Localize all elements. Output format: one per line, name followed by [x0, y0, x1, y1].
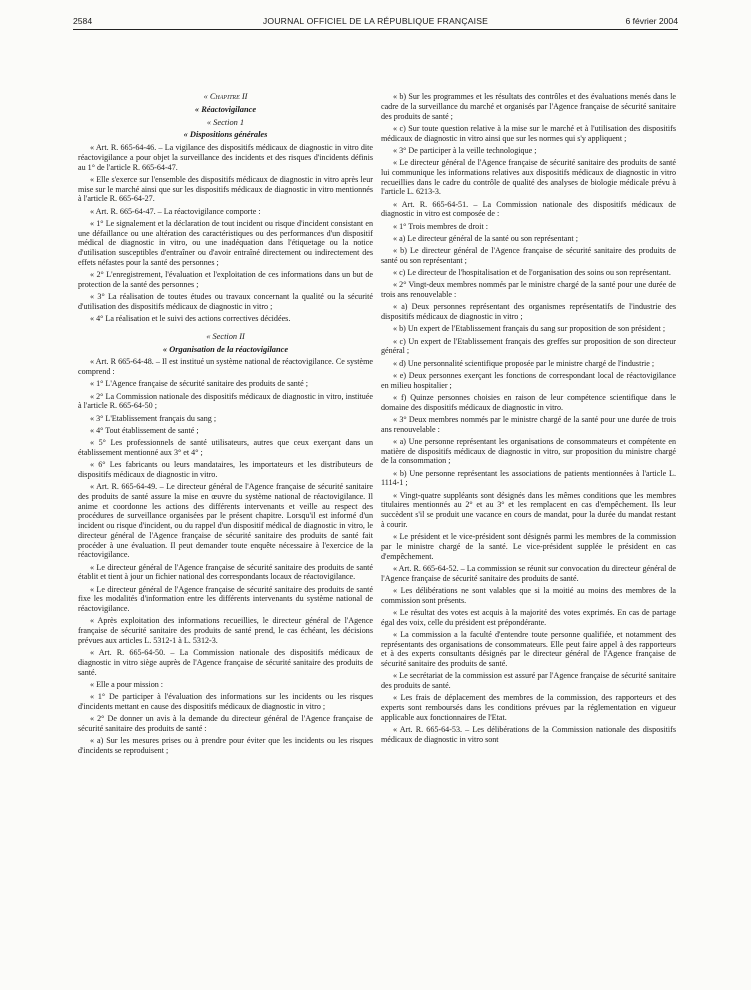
article-paragraph: « 2° L'enregistrement, l'évaluation et l'exploitation de ces informations dans un but de protection de la santé des personnes ; [78, 270, 373, 289]
section-heading [78, 130, 373, 140]
article-paragraph: « 3° Deux membres nommés par le ministre chargé de la santé pour une durée de trois ans renouvelable : [381, 414, 676, 434]
article-paragraph: « La commission a la faculté d'entendre toute personne qualifiée, et notamment des représentants des organisations de consommateurs. Elle peut faire appel à des rapporteurs et à des experts consultants désignés par le directeur général de l'Agence française de sécurité sanitaire des produits de santé. [381, 629, 676, 668]
section-heading-text: « Organisation de la réactovigilance [162, 344, 289, 354]
section-heading [78, 332, 373, 342]
article-paragraph: « a) Deux personnes représentant des organismes représentatifs de l'industrie des dispositifs médicaux de diagnostic in vitro ; [381, 302, 676, 321]
article-paragraph: « 1° L'Agence française de sécurité sanitaire des produits de santé ; [90, 379, 308, 389]
article-paragraph: « c) Le directeur de l'hospitalisation et de l'organisation des soins ou son représentant. [393, 268, 671, 277]
article-paragraph: « Art. R. 665-64-52. – La commission se réunit sur convocation du directeur général de l'Agence française de sécurité sanitaire des produits de santé. [381, 563, 676, 583]
article-paragraph: « Le directeur général de l'Agence française de sécurité sanitaire des produits de santé fixe les modalités d'information entre les différents intervenants du système national de réactovigilance. [78, 584, 373, 613]
article-paragraph: « f) Quinze personnes choisies en raison de leur compétence scientifique dans le domaine des dispositifs médicaux de diagnostic in vitro. [381, 392, 676, 412]
article-paragraph: « 1° Trois membres de droit : [393, 221, 488, 231]
article-paragraph: « 3° La réalisation de toutes études ou travaux concernant la qualité ou la sécurité d'utilisation des dispositifs médicaux de diagnostic in vitro ; [78, 292, 373, 311]
article-paragraph: « Art. R. 665-64-49. – Le directeur général de l'Agence française de sécurité sanitaire des produits de santé assure la mise en œuvre du système national de réactovigilance. Il anime et coordonne les actions des différents intervenants et veille au respect des procédures de surveillance organisées par le présent chapitre. Lorsqu'il est informé d'un incident ou risque d'incident, ou du rappel d'un dispositif médical de diagnostic in vitro, le directeur général de l'Agence française de sécurité sanitaire des produits de santé fait procéder à une évaluation. Il peut demander toute enquête nécessaire à l'exercice de la réactovigilance. [78, 482, 373, 560]
article-paragraph: « d) Une personnalité scientifique proposée par le ministre chargé de l'industrie ; [393, 358, 655, 368]
article-paragraph: « b) Sur les programmes et les résultats des contrôles et des évaluations menés dans le cadre de la surveillance du marché et organisés par l'Agence française de sécurité sanitaire des produits de santé ; [381, 92, 676, 121]
section-heading [78, 345, 373, 355]
section-heading-text: « Dispositions générales [183, 130, 268, 140]
section-heading-text: « Chapitre II [203, 92, 248, 101]
article-paragraph: « c) Sur toute question relative à la mise sur le marché et à l'utilisation des dispositifs médicaux de diagnostic in vitro ainsi que sur les normes qui s'y appliquent ; [381, 123, 676, 143]
article-paragraph: « Le secrétariat de la commission est assuré par l'Agence française de sécurité sanitaire des produits de santé. [381, 671, 676, 690]
article-paragraph: « 3° De participer à la veille technologique ; [393, 145, 537, 155]
journal-title: JOURNAL OFFICIEL DE LA RÉPUBLIQUE FRANÇAISE [262, 16, 489, 26]
article-paragraph: « Le président et le vice-président sont désignés parmi les membres de la commission par le ministre chargé de la santé. Le vice-président supplée le président en cas d'empêchement. [381, 532, 676, 561]
article-paragraph: « 2° Vingt-deux membres nommés par le ministre chargé de la santé pour une durée de trois ans renouvelable : [381, 280, 676, 299]
article-paragraph: « b) Le directeur général de l'Agence française de sécurité sanitaire des produits de santé ou son représentant ; [381, 246, 676, 265]
article-paragraph: « 1° De participer à l'évaluation des informations sur les incidents ou les risques d'incidents mettant en cause des dispositifs médicaux de diagnostic in vitro ; [78, 692, 373, 711]
section-heading-text: « Réactovigilance [194, 104, 257, 114]
article-paragraph: « Elle a pour mission : [90, 679, 164, 689]
right-text-column [381, 92, 676, 747]
article-paragraph: « 2° De donner un avis à la demande du directeur général de l'Agence française de sécurité sanitaire des produits de santé : [78, 714, 373, 733]
article-paragraph: « a) Le directeur général de la santé ou son représentant ; [393, 233, 578, 243]
section-heading [78, 92, 373, 102]
article-paragraph: « e) Deux personnes exerçant les fonctions de correspondant local de réactovigilance en milieu hospitalier ; [381, 370, 676, 390]
article-paragraph: « Art. R. 665-64-51. – La Commission nationale des dispositifs médicaux de diagnostic in vitro est composée de : [381, 199, 676, 219]
section-heading-text: « Section 1 [206, 117, 245, 127]
article-paragraph: « Art. R. 665-64-50. – La Commission nationale des dispositifs médicaux de diagnostic in vitro siège auprès de l'Agence française de sécurité sanitaire des produits de santé. [78, 648, 373, 677]
section-heading-text: « Section II [206, 331, 245, 341]
article-paragraph: « 4° Tout établissement de santé ; [90, 425, 199, 435]
article-paragraph: « b) Un expert de l'Etablissement français du sang sur proposition de son président ; [393, 324, 666, 334]
article-paragraph: « Les frais de déplacement des membres de la commission, des rapporteurs et des experts sont remboursés dans les conditions prévues par la réglementation en vigueur applicable aux fonctionnaires de l'Etat. [381, 693, 676, 722]
page-header [73, 13, 678, 30]
article-paragraph: « a) Une personne représentant les organisations de consommateurs et compétente en matière de dispositifs médicaux de diagnostic in vitro, sur proposition du ministre chargé de la consommation ; [381, 436, 676, 466]
section-heading [78, 105, 373, 115]
publication-date: 6 février 2004 [625, 16, 678, 26]
article-paragraph: « Le directeur général de l'Agence française de sécurité sanitaire des produits de santé établit et tient à jour un fichier national des correspondants locaux de réactovigilance. [78, 562, 373, 582]
article-paragraph: « a) Sur les mesures prises ou à prendre pour éviter que les incidents ou les risques d'incidents se reproduisent ; [78, 736, 373, 755]
article-paragraph: « 3° L'Etablissement français du sang ; [90, 413, 217, 423]
article-paragraph: « Art. R. 665-64-46. – La vigilance des dispositifs médicaux de diagnostic in vitro dite réactovigilance a pour objet la surveillance des incidents et des risques d'incidents définis au 1° de l'article R. 665-64-47. [78, 143, 373, 172]
article-paragraph: « Après exploitation des informations recueillies, le directeur général de l'Agence française de sécurité sanitaire des produits de santé prend, le cas échéant, les décisions prévues aux articles L. 5312-1 à L. 5312-3. [78, 616, 373, 645]
article-paragraph: « Art. R 665-64-48. – Il est institué un système national de réactovigilance. Ce système comprend : [78, 357, 373, 376]
article-paragraph: « Vingt-quatre suppléants sont désignés dans les mêmes conditions que les membres titulaires mentionnés au 2° et au 3° et les remplacent en cas d'empêchement. Ils leur succèdent s'il se produit une vacance en cours de mandat, pour la durée du mandat restant à courir. [381, 490, 676, 529]
article-paragraph: « Art. R. 665-64-47. – La réactovigilance comporte : [90, 206, 261, 216]
article-paragraph: « 5° Les professionnels de santé utilisateurs, autres que ceux exerçant dans un établissement mentionné aux 3° et 4° ; [78, 438, 373, 457]
article-paragraph: « Les délibérations ne sont valables que si la moitié au moins des membres de la commission sont présents. [381, 585, 676, 605]
article-paragraph: « b) Une personne représentant les associations de patients mentionnées à l'article L. 1114-1 ; [381, 468, 676, 488]
page-number: 2584 [73, 16, 93, 26]
article-paragraph: « 4° La réalisation et le suivi des actions correctives décidées. [90, 314, 291, 323]
section-heading [78, 118, 373, 128]
article-paragraph: « c) Un expert de l'Etablissement français des greffes sur proposition de son directeur général ; [381, 336, 676, 356]
article-paragraph: « 1° Le signalement et la déclaration de tout incident ou risque d'incident consistant en une défaillance ou une altération des caractéristiques ou des performances d'un dispositif médical de diagnostic in vitro, ou une inadéquation dans l'étiquetage ou la notice d'utilisation susceptibles d'entraîner ou d'avoir entraîné directement ou indirectement des effets néfastes pour la santé des personnes ; [78, 218, 373, 267]
left-text-column [78, 92, 373, 758]
article-paragraph: « Le résultat des votes est acquis à la majorité des votes exprimés. En cas de partage égal des voix, celle du président est prépondérante. [381, 607, 676, 627]
article-paragraph: « Elle s'exerce sur l'ensemble des dispositifs médicaux de diagnostic in vitro après leur mise sur le marché ainsi que sur les dispositifs médicaux de diagnostic in vitro mentionnés à l'article R. 665-64-27. [78, 174, 373, 204]
article-paragraph: « Art. R. 665-64-53. – Les délibérations de la Commission nationale des dispositifs médicaux de diagnostic in vitro sont [381, 725, 676, 744]
article-paragraph: « Le directeur général de l'Agence française de sécurité sanitaire des produits de santé lui communique les informations relatives aux dispositifs médicaux de diagnostic in vitro recueillies dans le cadre du contrôle de qualité des analyses de biologie médicale prévu à l'article L. 6213-3. [381, 158, 676, 197]
article-paragraph: « 2° La Commission nationale des dispositifs médicaux de diagnostic in vitro, instituée à l'article R. 665-64-50 ; [78, 391, 373, 411]
article-paragraph: « 6° Les fabricants ou leurs mandataires, les importateurs et les distributeurs de dispositifs médicaux de diagnostic in vitro. [78, 460, 373, 479]
